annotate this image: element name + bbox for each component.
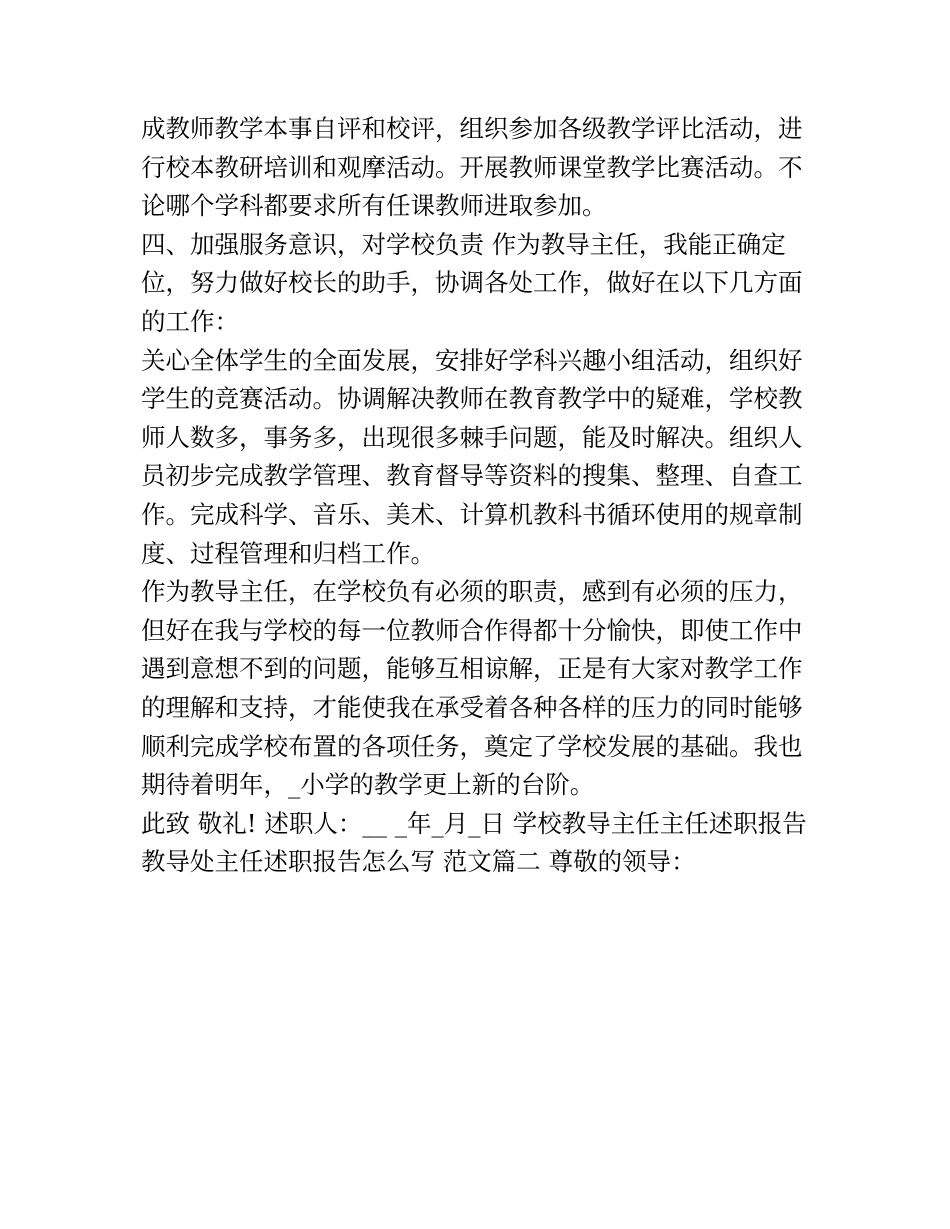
text-line: 论哪个学科都要求所有任课教师进取参加。 [141, 191, 607, 221]
text-line: 顺利完成学校布置的各项任务，奠定了学校发展的基础。我也 [141, 731, 803, 761]
text-line: 的工作： [141, 306, 239, 336]
text-line: 成教师教学本事自评和校评，组织参加各级教学评比活动，进 [141, 114, 803, 143]
closing-line: 此致 敬礼! 述职人：__ _年_月_日 学校教导主任主任述职报告 [141, 808, 807, 838]
text-line: 行校本教研培训和观摩活动。开展教师课堂教学比赛活动。不 [141, 152, 803, 182]
text-line: 的理解和支持，才能使我在承受着各种各样的压力的同时能够 [141, 692, 803, 722]
text-line: 但好在我与学校的每一位教师合作得都十分愉快，即使工作中 [141, 615, 803, 645]
text-line: 遇到意想不到的问题，能够互相谅解，正是有大家对教学工作 [141, 654, 803, 684]
document-body [141, 110, 821, 882]
text-line: 员初步完成教学管理、教育督导等资料的搜集、整理、自查工 [141, 461, 803, 491]
text-line: 关心全体学生的全面发展，安排好学科兴趣小组活动，组织好 [141, 345, 803, 375]
text-line: 期待着明年，_小学的教学更上新的台阶。 [141, 770, 595, 800]
text-line: 位，努力做好校长的助手，协调各处工作，做好在以下几方面 [141, 268, 803, 298]
text-line: 作为教导主任，在学校负有必须的职责，感到有必须的压力， [141, 577, 803, 607]
text-line: 师人数多，事务多，出现很多棘手问题，能及时解决。组织人 [141, 422, 803, 452]
text-line: 学生的竞赛活动。协调解决教师在教育教学中的疑难，学校教 [141, 384, 803, 414]
text-line: 度、过程管理和归档工作。 [141, 538, 435, 568]
next-title-line: 教导处主任述职报告怎么写 范文篇二 尊敬的领导： [141, 847, 696, 877]
section-heading-line: 四、加强服务意识，对学校负责 作为教导主任，我能正确定 [141, 229, 786, 259]
text-line: 作。完成科学、音乐、美术、计算机教科书循环使用的规章制 [141, 499, 803, 529]
